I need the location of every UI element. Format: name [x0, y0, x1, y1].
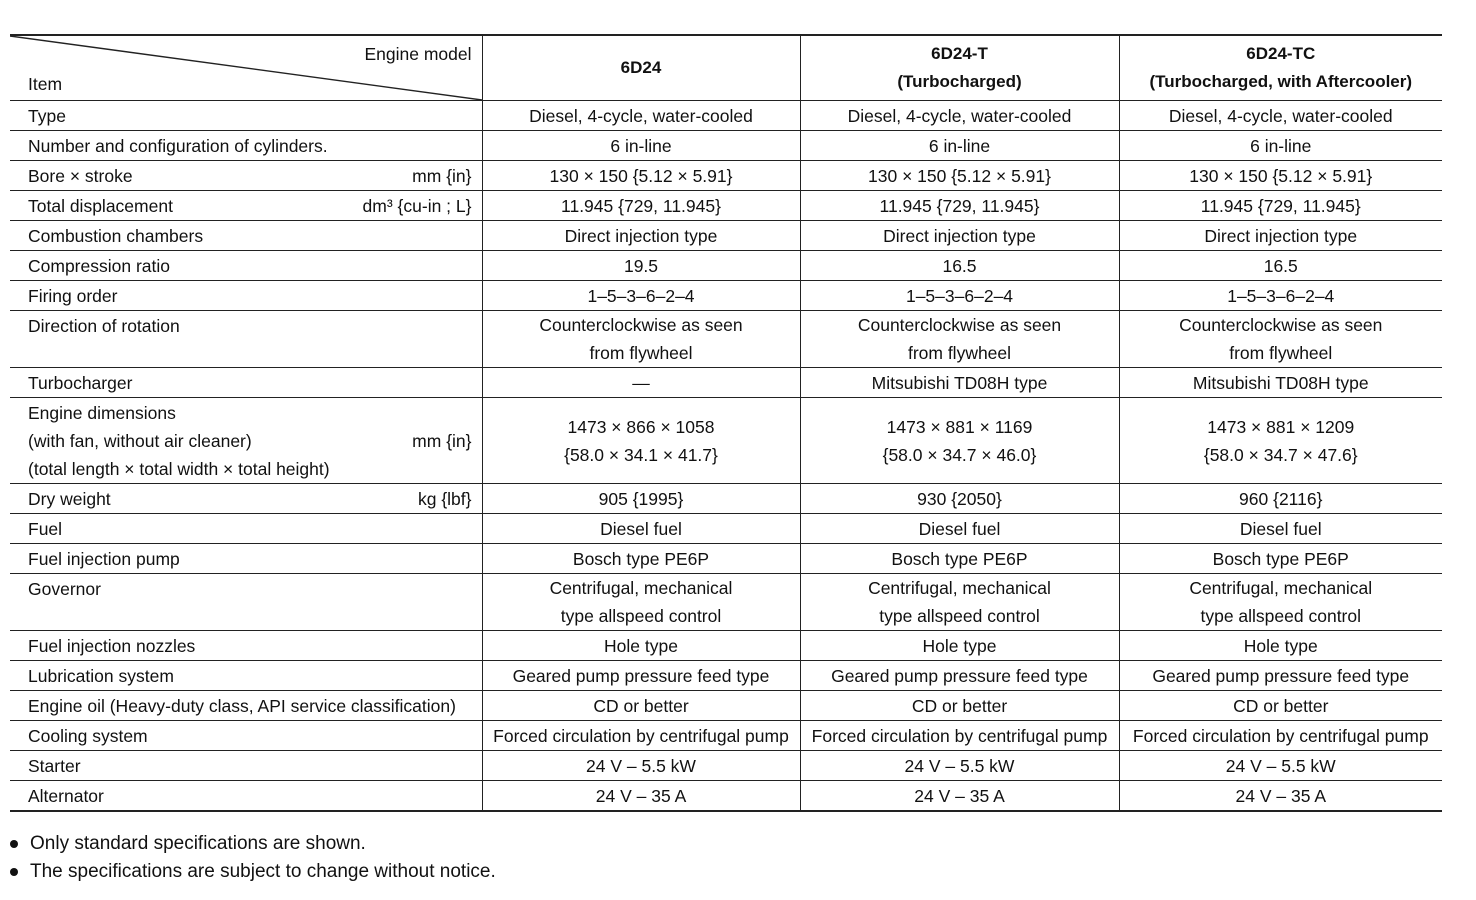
value-text: Diesel fuel [600, 518, 682, 539]
value-text: type allspeed control [1200, 606, 1362, 626]
value-cell [482, 781, 800, 812]
item-labels [28, 102, 66, 130]
value-cell [800, 721, 1119, 751]
value-cell [800, 514, 1119, 544]
value-text: 6 in-line [928, 135, 991, 156]
value-cell [800, 281, 1119, 311]
value-text: 24 V – 5.5 kW [586, 755, 696, 776]
table-row [10, 574, 1442, 631]
header-row [10, 35, 1442, 101]
value-cell [800, 161, 1119, 191]
item-wrap [28, 752, 472, 780]
model-name: 6D24 [620, 58, 662, 77]
item-label: Dry weight [28, 489, 111, 509]
value-text: Counterclockwise as seen [539, 315, 743, 335]
value-cell [1119, 751, 1442, 781]
table-row [10, 721, 1442, 751]
value-cell [1119, 514, 1442, 544]
bullet-icon [10, 840, 18, 848]
item-label: Starter [28, 756, 81, 776]
value-cell [482, 691, 800, 721]
item-cell [10, 131, 482, 161]
item-wrap [28, 282, 472, 310]
value-cell [1119, 398, 1442, 484]
table-row [10, 544, 1442, 574]
table-row [10, 101, 1442, 131]
item-label: Alternator [28, 786, 104, 806]
value-cell [800, 368, 1119, 398]
value-cell [482, 101, 800, 131]
value-cell [482, 544, 800, 574]
value-cell [482, 368, 800, 398]
value-cell [1119, 101, 1442, 131]
value-cell [800, 574, 1119, 631]
item-labels [28, 485, 111, 513]
item-label: Engine oil (Heavy-duty class, API service classification) [28, 696, 456, 716]
value-text: Bosch type PE6P [891, 548, 1028, 569]
table-row [10, 691, 1442, 721]
item-cell [10, 631, 482, 661]
item-label: Combustion chambers [28, 226, 204, 246]
value-cell [800, 751, 1119, 781]
item-wrap [28, 782, 472, 810]
table-row [10, 281, 1442, 311]
value-text: 6 in-line [1250, 135, 1312, 156]
item-cell [10, 781, 482, 812]
item-cell [10, 721, 482, 751]
value-text: Centrifugal, mechanical [1189, 578, 1373, 598]
value-cell [1119, 781, 1442, 812]
item-label: Governor [28, 579, 101, 599]
model-header-6d24-tc [1119, 35, 1442, 101]
value-text: Geared pump pressure feed type [831, 665, 1088, 686]
item-label: Number and configuration of cylinders. [28, 136, 328, 156]
item-wrap [28, 132, 472, 160]
item-label: Fuel [28, 519, 63, 539]
item-cell [10, 311, 482, 368]
table-row [10, 131, 1442, 161]
value-cell [482, 251, 800, 281]
table-row [10, 484, 1442, 514]
value-cell [482, 751, 800, 781]
value-cell [1119, 574, 1442, 631]
value-text: 24 V – 35 A [595, 785, 687, 806]
value-text: {58.0 × 34.7 × 47.6} [1203, 444, 1358, 465]
item-wrap [28, 162, 472, 190]
item-cell [10, 544, 482, 574]
engine-model-label: Engine model [364, 44, 472, 64]
item-label: Lubrication system [28, 666, 174, 686]
value-cell [1119, 544, 1442, 574]
value-text: 6 in-line [610, 135, 672, 156]
value-text: Counterclockwise as seen [1179, 315, 1383, 335]
value-text: 16.5 [1263, 255, 1298, 276]
item-cell [10, 368, 482, 398]
value-cell [1119, 221, 1442, 251]
value-text: 905 {1995} [598, 488, 684, 509]
value-cell [800, 398, 1119, 484]
value-text: type allspeed control [879, 606, 1040, 626]
value-cell [1119, 191, 1442, 221]
value-cell [800, 221, 1119, 251]
value-text: 1–5–3–6–2–4 [1227, 285, 1335, 306]
item-labels [28, 312, 180, 340]
item-wrap [28, 485, 472, 513]
value-text: 24 V – 5.5 kW [904, 755, 1015, 776]
value-cell [482, 221, 800, 251]
value-text: Centrifugal, mechanical [549, 578, 733, 598]
item-cell [10, 484, 482, 514]
item-wrap [28, 312, 472, 340]
value-text: from flywheel [907, 343, 1012, 363]
value-text: type allspeed control [560, 606, 722, 626]
value-text: 130 × 150 {5.12 × 5.91} [1189, 165, 1373, 186]
value-text: from flywheel [1229, 343, 1333, 363]
value-text: Diesel fuel [1239, 518, 1322, 539]
value-cell [482, 281, 800, 311]
model-name: 6D24-TC [1246, 44, 1316, 63]
spec-table [10, 34, 1442, 812]
value-cell [482, 574, 800, 631]
value-text: Mitsubishi TD08H type [871, 372, 1048, 393]
value-cell [1119, 281, 1442, 311]
value-cell [800, 251, 1119, 281]
value-cell [482, 161, 800, 191]
value-text: Hole type [604, 635, 678, 656]
value-text: 960 {2116} [1239, 488, 1323, 509]
value-cell [482, 191, 800, 221]
value-text: 24 V – 35 A [1235, 785, 1326, 806]
diagonal-header-cell [10, 35, 482, 101]
item-cell [10, 574, 482, 631]
value-cell [800, 691, 1119, 721]
value-text: Direct injection type [564, 225, 718, 246]
table-row [10, 368, 1442, 398]
model-header-6d24-t [800, 35, 1119, 101]
item-labels [28, 162, 133, 190]
item-labels [28, 632, 195, 660]
table-row [10, 631, 1442, 661]
value-cell [1119, 251, 1442, 281]
value-text: Direct injection type [1204, 225, 1358, 246]
item-cell [10, 751, 482, 781]
item-labels [28, 782, 104, 810]
value-cell [1119, 631, 1442, 661]
value-text: CD or better [1233, 695, 1329, 716]
item-labels [28, 752, 81, 780]
item-wrap [28, 692, 472, 720]
value-text: 19.5 [623, 255, 659, 276]
table-row [10, 191, 1442, 221]
item-cell [10, 661, 482, 691]
value-cell [482, 631, 800, 661]
value-text: Bosch type PE6P [1212, 548, 1349, 569]
table-row [10, 751, 1442, 781]
value-text: 930 {2050} [917, 488, 1002, 509]
item-label: (with fan, without air cleaner) [28, 431, 252, 451]
value-cell [800, 484, 1119, 514]
item-labels [28, 662, 174, 690]
value-cell [800, 631, 1119, 661]
value-cell [482, 398, 800, 484]
value-cell [1119, 368, 1442, 398]
value-text: from flywheel [589, 343, 693, 363]
value-text: Diesel, 4-cycle, water-cooled [529, 105, 753, 126]
value-text: 130 × 150 {5.12 × 5.91} [549, 165, 733, 186]
item-wrap [28, 662, 472, 690]
item-labels [28, 132, 328, 160]
value-text: Hole type [1243, 635, 1318, 656]
value-text: Direct injection type [883, 225, 1036, 246]
item-label: Cooling system [28, 726, 148, 746]
value-text: Geared pump pressure feed type [512, 665, 770, 686]
value-text: 11.945 {729, 11.945} [879, 195, 1040, 216]
value-text: Forced circulation by centrifugal pump [493, 725, 789, 746]
item-label: Fuel injection pump [28, 549, 180, 569]
item-wrap [28, 515, 472, 543]
item-label: Direction of rotation [28, 316, 180, 336]
value-text: 1473 × 881 × 1169 [886, 416, 1033, 437]
unit-label: dm³ {cu-in ; L} [362, 196, 472, 216]
model-name: 6D24-T [931, 44, 988, 63]
value-text: 24 V – 35 A [914, 785, 1005, 806]
item-label: Total displacement [28, 196, 173, 216]
value-cell [482, 311, 800, 368]
value-cell [800, 544, 1119, 574]
value-text: {58.0 × 34.7 × 46.0} [882, 444, 1037, 465]
value-text: Diesel, 4-cycle, water-cooled [1168, 105, 1393, 126]
item-label: Type [28, 106, 66, 126]
value-text: {58.0 × 34.1 × 41.7} [564, 444, 718, 465]
value-text: Mitsubishi TD08H type [1192, 372, 1369, 393]
item-wrap [28, 222, 472, 250]
value-cell [800, 131, 1119, 161]
value-cell [482, 514, 800, 544]
table-row [10, 251, 1442, 281]
notes [10, 830, 496, 886]
item-labels [28, 515, 62, 543]
item-cell [10, 221, 482, 251]
item-cell [10, 251, 482, 281]
value-text: 24 V – 5.5 kW [1225, 755, 1336, 776]
value-cell [482, 131, 800, 161]
item-label: Fuel injection nozzles [28, 636, 196, 656]
value-text: Forced circulation by centrifugal pump [811, 725, 1108, 746]
item-wrap [28, 575, 472, 603]
value-cell [1119, 661, 1442, 691]
table-row [10, 781, 1442, 812]
value-text: CD or better [593, 695, 689, 716]
item-label: Firing order [28, 286, 118, 306]
item-labels [28, 282, 117, 310]
item-labels [28, 692, 456, 720]
value-text: 130 × 150 {5.12 × 5.91} [868, 165, 1051, 186]
item-label: Compression ratio [28, 256, 170, 276]
item-labels [28, 722, 148, 750]
item-wrap [28, 632, 472, 660]
value-cell [1119, 131, 1442, 161]
value-text: Diesel, 4-cycle, water-cooled [847, 105, 1072, 126]
item-labels [28, 192, 173, 220]
value-text: 1–5–3–6–2–4 [587, 285, 695, 306]
value-cell [1119, 161, 1442, 191]
value-text: Geared pump pressure feed type [1152, 665, 1410, 686]
value-cell [1119, 484, 1442, 514]
value-cell [800, 191, 1119, 221]
value-cell [800, 311, 1119, 368]
model-subtitle: (Turbocharged) [897, 72, 1022, 91]
table-row [10, 661, 1442, 691]
value-text: 11.945 {729, 11.945} [1200, 195, 1361, 216]
value-text: Centrifugal, mechanical [868, 578, 1051, 598]
item-label: Bore × stroke [28, 166, 133, 186]
value-text: 1473 × 866 × 1058 [567, 416, 715, 437]
value-cell [1119, 311, 1442, 368]
value-cell [800, 101, 1119, 131]
value-text: — [632, 372, 650, 393]
note-text: Only standard specifications are shown. [30, 833, 366, 854]
value-cell [800, 781, 1119, 812]
item-wrap [28, 722, 472, 750]
value-text: 1–5–3–6–2–4 [905, 285, 1014, 306]
item-cell [10, 691, 482, 721]
item-label: Engine dimensions [28, 403, 176, 423]
value-text: 16.5 [942, 255, 977, 276]
value-cell [482, 661, 800, 691]
item-labels [28, 222, 203, 250]
value-text: Bosch type PE6P [572, 548, 710, 569]
item-cell [10, 514, 482, 544]
item-cell [10, 281, 482, 311]
table-row [10, 514, 1442, 544]
item-cell [10, 398, 482, 484]
item-cell [10, 161, 482, 191]
item-label: Turbocharger [28, 373, 133, 393]
item-labels [28, 252, 170, 280]
item-wrap [28, 545, 472, 573]
item-wrap [28, 252, 472, 280]
item-wrap [28, 369, 472, 397]
value-cell [482, 484, 800, 514]
table-row [10, 161, 1442, 191]
value-text: 11.945 {729, 11.945} [561, 195, 721, 216]
table-row [10, 398, 1442, 484]
model-subtitle: (Turbocharged, with Aftercooler) [1149, 72, 1413, 91]
item-labels [28, 369, 132, 397]
item-labels [28, 399, 330, 483]
bullet-icon [10, 868, 18, 876]
value-cell [800, 661, 1119, 691]
value-cell [1119, 691, 1442, 721]
item-cell [10, 191, 482, 221]
table-row [10, 311, 1442, 368]
value-cell [1119, 721, 1442, 751]
model-header-6d24 [482, 35, 800, 101]
unit-label: mm {in} [412, 166, 472, 186]
value-text: Counterclockwise as seen [857, 315, 1062, 335]
item-label: Item [28, 74, 63, 94]
spec-table-body [10, 101, 1442, 812]
item-label: (total length × total width × total height) [28, 459, 330, 479]
note-item [10, 858, 496, 886]
value-text: Diesel fuel [918, 518, 1001, 539]
value-text: Hole type [922, 635, 997, 656]
item-wrap [28, 102, 472, 130]
item-wrap [28, 192, 472, 220]
item-wrap [28, 399, 472, 483]
note-item [10, 830, 496, 858]
item-labels [28, 545, 180, 573]
value-cell [482, 721, 800, 751]
value-text: Forced circulation by centrifugal pump [1132, 725, 1429, 746]
item-cell [10, 101, 482, 131]
unit-label: mm {in} [412, 431, 472, 451]
value-text: 1473 × 881 × 1209 [1207, 416, 1355, 437]
table-row [10, 221, 1442, 251]
value-text: CD or better [911, 695, 1008, 716]
note-text: The specifications are subject to change without notice. [30, 861, 496, 882]
unit-label: kg {lbf} [417, 489, 472, 509]
item-labels [28, 575, 101, 603]
